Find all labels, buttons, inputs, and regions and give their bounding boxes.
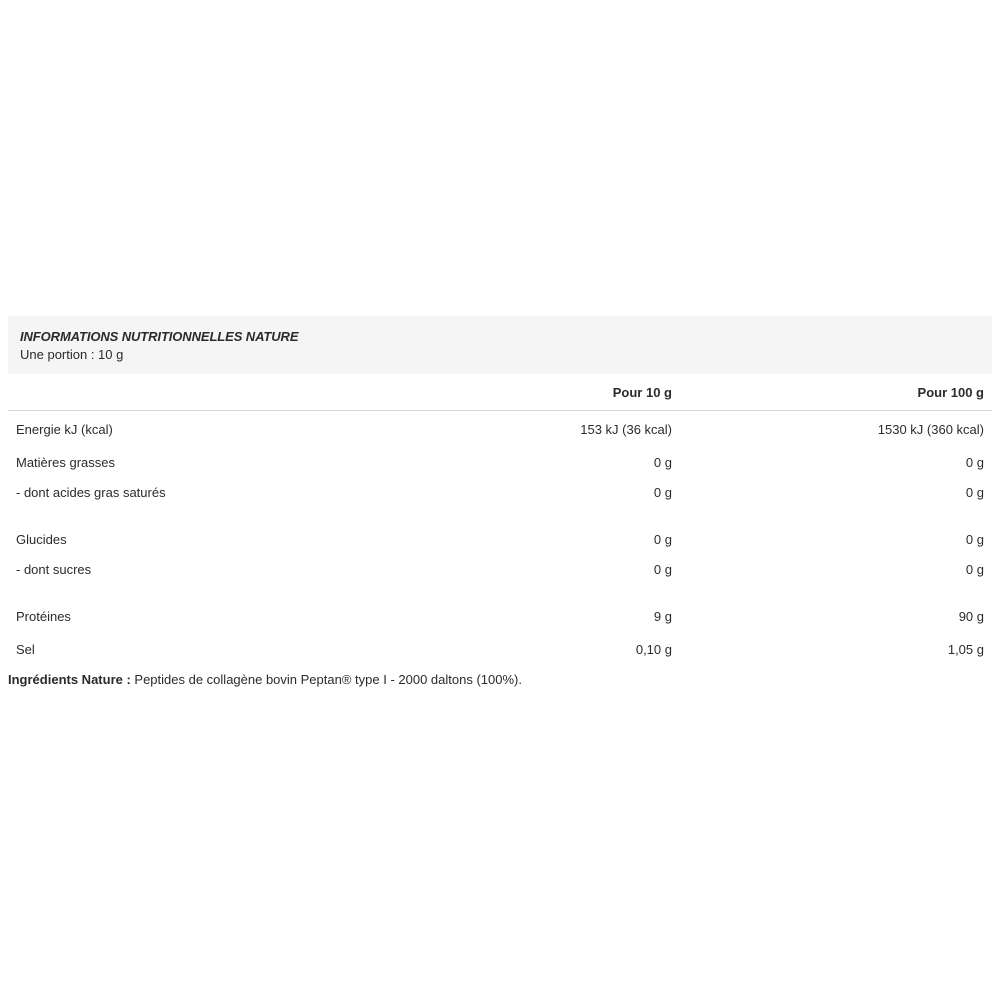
value-per-10g: 9 g [653, 608, 672, 624]
ingredients-text: Peptides de collagène bovin Peptan® type I - 2000 daltons (100%). [130, 672, 522, 687]
nutrition-title: INFORMATIONS NUTRITIONNELLES NATURE [20, 329, 299, 344]
value-per-10g: 0 g [653, 454, 672, 470]
value-per-100g: 0 g [965, 454, 984, 470]
value-per-100g: 0 g [965, 561, 984, 577]
row-label: Sel [16, 641, 35, 657]
column-header-label [8, 374, 464, 411]
value-per-100g: 1,05 g [947, 641, 984, 657]
ingredients-label: Ingrédients Nature : [8, 672, 131, 687]
row-spacer [8, 507, 992, 524]
value-per-100g: 0 g [965, 531, 984, 547]
table-row [8, 411, 992, 448]
row-spacer [8, 584, 992, 601]
value-per-10g: 0,10 g [635, 641, 672, 657]
row-label: Matières grasses [16, 454, 115, 470]
table-row [8, 447, 992, 477]
table-row [8, 631, 992, 667]
row-label: Glucides [16, 531, 67, 547]
serving-size: Une portion : 10 g [20, 347, 124, 362]
row-label: - dont acides gras saturés [16, 484, 166, 500]
row-label: Energie kJ (kcal) [16, 421, 113, 437]
value-per-10g: 0 g [653, 484, 672, 500]
nutrition-table [8, 374, 992, 667]
value-per-100g: 0 g [965, 484, 984, 500]
table-row [8, 524, 992, 554]
row-label: Protéines [16, 608, 71, 624]
value-per-100g: 90 g [958, 608, 984, 624]
table-row [8, 601, 992, 631]
value-per-10g: 0 g [653, 561, 672, 577]
value-per-100g: 1530 kJ (360 kcal) [877, 421, 984, 437]
nutrition-panel [8, 316, 992, 667]
ingredients-line [8, 672, 522, 687]
table-header-row [8, 374, 992, 411]
column-header-per-100g: Pour 100 g [680, 374, 992, 411]
nutrition-header [8, 316, 992, 374]
column-header-per-10g: Pour 10 g [464, 374, 680, 411]
table-row [8, 554, 992, 584]
table-row [8, 477, 992, 507]
value-per-10g: 153 kJ (36 kcal) [580, 421, 672, 437]
row-label: - dont sucres [16, 561, 92, 577]
value-per-10g: 0 g [653, 531, 672, 547]
